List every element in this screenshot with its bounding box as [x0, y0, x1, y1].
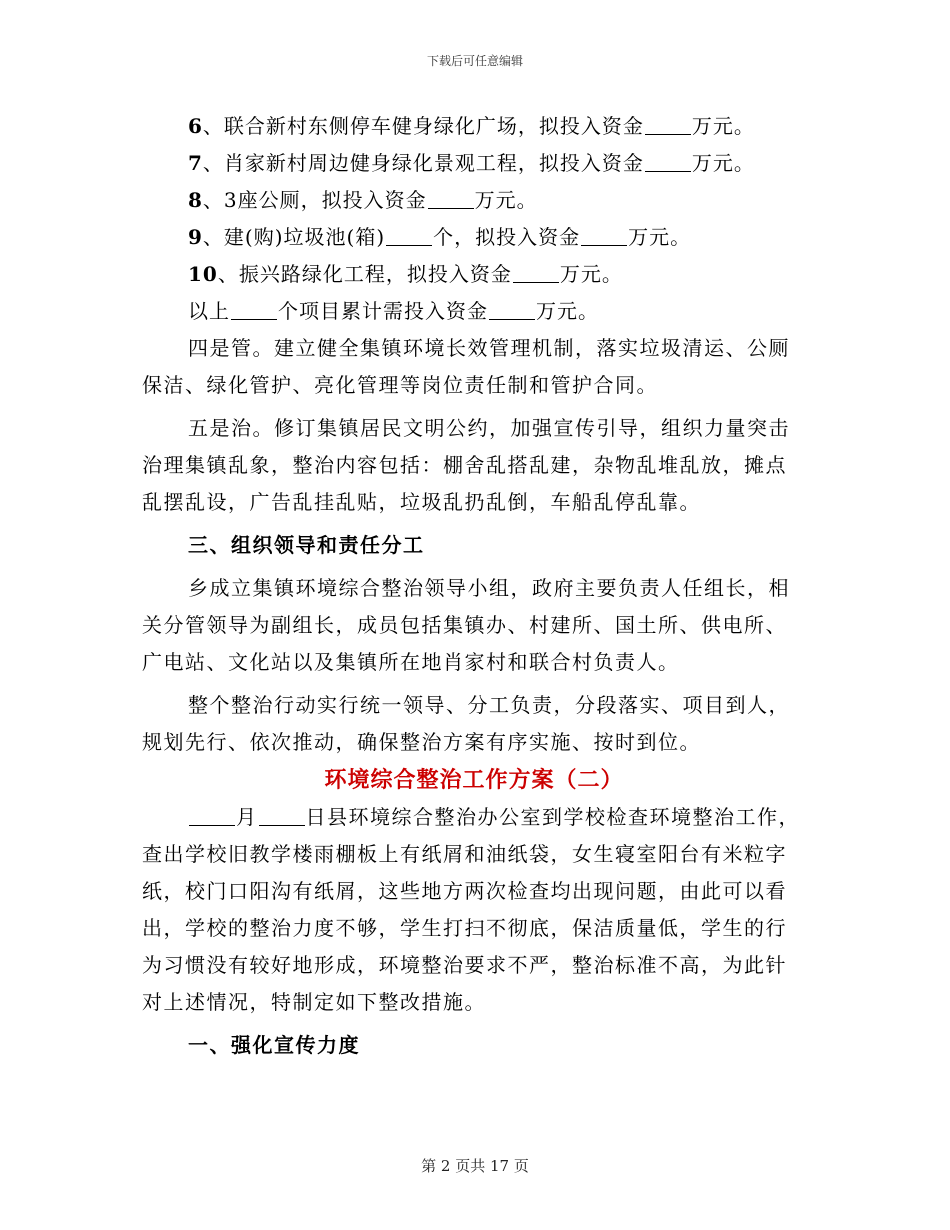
total-text-mid: 个项目累计需投入资金: [278, 299, 488, 323]
list-item-8: [142, 182, 806, 219]
item-text-end: 万元。: [474, 188, 538, 212]
item-text-end: 万元。: [691, 114, 755, 138]
fill-blank: [231, 299, 277, 320]
list-item-9: [142, 219, 806, 256]
fill-blank: [581, 225, 627, 246]
paragraph-unified: [142, 687, 806, 761]
fill-blank: [645, 151, 691, 172]
fill-blank: [386, 225, 432, 246]
page-header: 下载后可任意编辑: [426, 54, 523, 68]
item-text-end: 万元。: [691, 151, 755, 175]
total-text: 以上: [188, 299, 230, 323]
fill-blank: [189, 805, 235, 826]
item-number: 10: [188, 262, 218, 286]
paragraph-line-first: [142, 799, 806, 836]
paragraph-line: 治理集镇乱象，整治内容包括：棚舍乱搭乱建，杂物乱堆乱放，摊点: [142, 453, 787, 477]
paragraph-line: 乡成立集镇环境综合整治领导小组，政府主要负责人任组长，相: [188, 576, 790, 600]
paragraph-line: 出，学校的整治力度不够，学生打扫不彻底，保洁质量低，学生的行: [142, 916, 787, 940]
document-body: [142, 108, 806, 1064]
page-footer: 第 2 页共 17 页: [421, 1157, 529, 1175]
month-text: 月: [236, 805, 258, 829]
paragraph-line: 关分管领导为副组长，成员包括集镇办、村建所、国土所、供电所、: [142, 613, 787, 637]
paragraph-line: 广电站、文化站以及集镇所在地肖家村和联合村负责人。: [142, 650, 680, 674]
fill-blank: [645, 114, 691, 135]
paragraph-school: [142, 799, 806, 1021]
item-text: 、建(购)垃圾池(箱): [202, 225, 386, 249]
item-text: 、3座公厕，拟投入资金: [202, 188, 427, 212]
item-text: 、联合新村东侧停车健身绿化广场，拟投入资金: [202, 114, 644, 138]
fill-blank: [489, 299, 535, 320]
list-item-10: [142, 256, 806, 293]
fill-blank: [259, 805, 305, 826]
first-line-text: 日县环境综合整治办公室到学校检查环境整治工作，: [305, 805, 800, 829]
section-title: 环境综合整治工作方案（二）: [324, 767, 624, 793]
paragraph-line: 对上述情况，特制定如下整改措施。: [142, 990, 486, 1014]
paragraph-zhi: [142, 410, 806, 521]
item-text-end: 万元。: [628, 225, 692, 249]
section-heading-1: 一、强化宣传力度: [188, 1033, 360, 1057]
item-text-end: 万元。: [559, 262, 623, 286]
total-text-end: 万元。: [536, 299, 599, 323]
paragraph-line: 为习惯没有较好地形成，环境整治要求不严，整治标准不高，为此针: [142, 953, 787, 977]
item-number: 7: [188, 151, 203, 175]
paragraph-line: 四是管。建立健全集镇环境长效管理机制，落实垃圾清运、公厕: [188, 336, 790, 360]
item-text-mid: 个，拟投入资金: [433, 225, 581, 249]
paragraph-line: 整个整治行动实行统一领导、分工负责，分段落实、项目到人，: [188, 693, 790, 717]
paragraph-line: 规划先行、依次推动，确保整治方案有序实施、按时到位。: [142, 730, 701, 754]
item-number: 8: [188, 188, 203, 212]
paragraph-line: 纸，校门口阳沟有纸屑，这些地方两次检查均出现问题，由此可以看: [142, 879, 787, 903]
item-number: 9: [188, 225, 203, 249]
fill-blank: [428, 188, 474, 209]
paragraph-line: 五是治。修订集镇居民文明公约，加强宣传引导，组织力量突击: [188, 416, 790, 440]
paragraph-line: 查出学校旧教学楼雨棚板上有纸屑和油纸袋，女生寝室阳台有米粒字: [142, 842, 787, 866]
item-text: 、振兴路绿化工程，拟投入资金: [217, 262, 512, 286]
section-heading-3: 三、组织领导和责任分工: [188, 533, 425, 557]
fill-blank: [513, 262, 559, 283]
list-item-6: [142, 108, 806, 145]
item-text: 、肖家新村周边健身绿化景观工程，拟投入资金: [202, 151, 644, 175]
list-item-7: [142, 145, 806, 182]
total-line: [142, 293, 806, 330]
paragraph-guan: [142, 330, 806, 404]
item-number: 6: [188, 114, 203, 138]
paragraph-leader: [142, 570, 806, 681]
paragraph-line: 保洁、绿化管护、亮化管理等岗位责任制和管护合同。: [142, 373, 658, 397]
paragraph-line: 乱摆乱设，广告乱挂乱贴，垃圾乱扔乱倒，车船乱停乱靠。: [142, 490, 701, 514]
